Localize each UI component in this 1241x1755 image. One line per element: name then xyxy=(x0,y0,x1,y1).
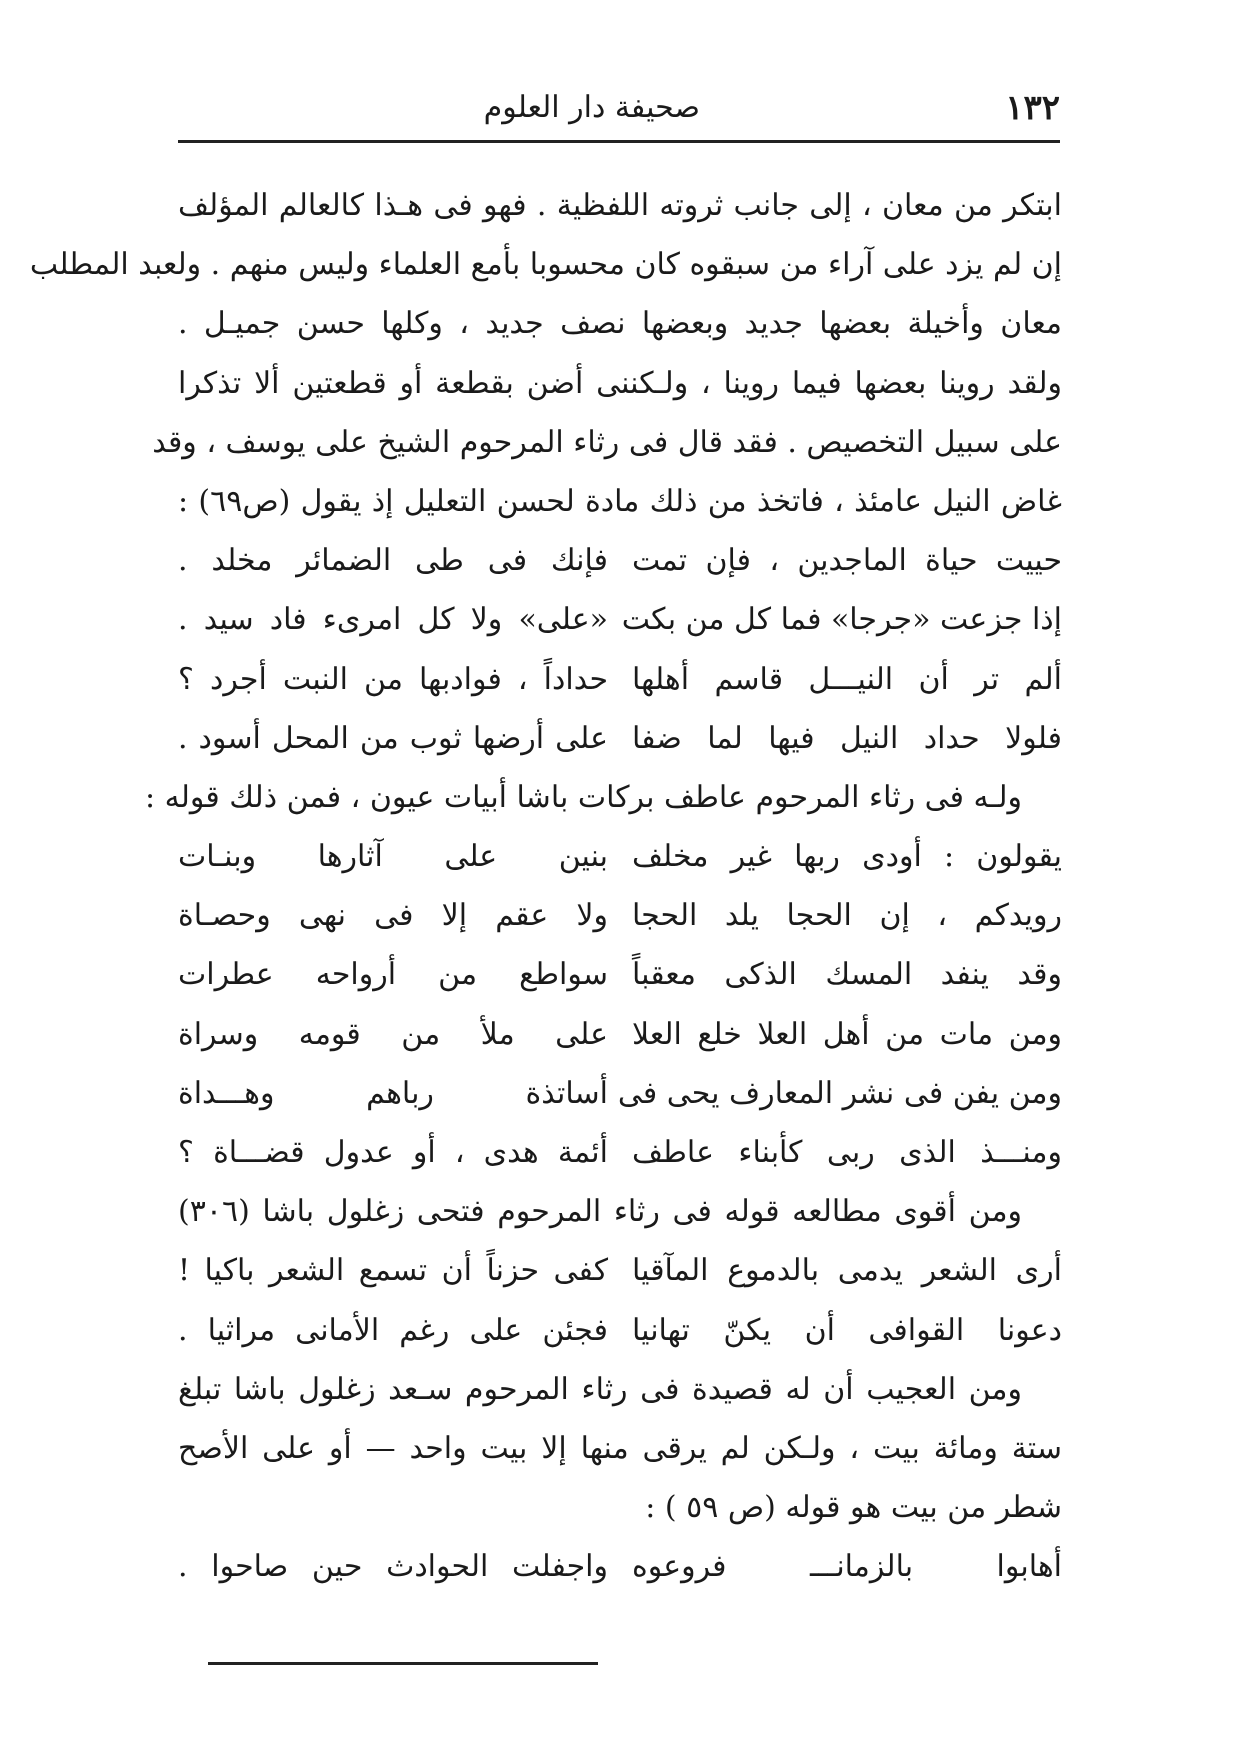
verse-first-hemistich: فلولا حداد النيل فيها لما ضفا xyxy=(632,720,1062,756)
verse-second-hemistich: على أرضها ثوب من المحل أسود . xyxy=(178,720,608,756)
poem-verse xyxy=(178,1064,1062,1123)
prose-line: ومن أقوى مطالعه قوله فى رثاء المرحوم فتحى زغلول باشا (٣٠٦) xyxy=(178,1194,1022,1230)
verse-second-hemistich: أساتذة رباهم وهـــداة xyxy=(178,1075,608,1111)
poem-verse xyxy=(178,886,1062,945)
prose-line: معان وأخيلة بعضها جديد وبعضها نصف جديد ، وكلها حسن جميـل . xyxy=(178,306,1062,342)
verse-first-hemistich: دعونا القوافى أن يكنّ تهانيا xyxy=(632,1312,1062,1348)
verse-second-hemistich: فجئن على رغم الأمانى مراثيا . xyxy=(178,1312,608,1348)
verse-first-hemistich: إذا جزعت «جرجا» فما كل من بكت xyxy=(621,602,1062,638)
verse-second-hemistich: أئمة هدى ، أو عدول قضـــاة ؟ xyxy=(178,1135,608,1170)
page-body xyxy=(29,176,1062,1597)
verse-second-hemistich: فإنك فى طى الضمائر مخلد . xyxy=(178,543,608,579)
poem-verse xyxy=(178,1537,1062,1596)
verse-first-hemistich: رويدكم ، إن الحجا يلد الحجا xyxy=(632,898,1062,934)
verse-first-hemistich: ألم تر أن النيـــل قاسم أهلها xyxy=(632,661,1062,697)
prose-line: ومن العجيب أن له قصيدة فى رثاء المرحوم سـعد زغلول باشا تبلغ xyxy=(178,1371,1022,1407)
page-header xyxy=(180,84,1060,144)
prose-line: إن لم يزد على آراء من سبقوه كان محسوبا بأمع العلماء وليس منهم . ولعبد المطلب xyxy=(29,247,1062,283)
verse-second-hemistich: سواطع من أرواحه عطرات xyxy=(178,957,608,993)
verse-second-hemistich: كفى حزناً أن تسمع الشعر باكيا ! xyxy=(178,1253,608,1289)
prose-line: ستة ومائة بيت ، ولـكن لم يرقى منها إلا بيت واحد — أو على الأصح xyxy=(178,1430,1062,1466)
verse-first-hemistich: أهابوا بالزمانـــ فروعوه xyxy=(632,1549,1062,1585)
journal-title: صحيفة دار العلوم xyxy=(483,90,700,125)
poem-verse xyxy=(178,1123,1062,1182)
prose-line: ولقد روينا بعضها فيما روينا ، ولـكننى أضن بقطعة أو قطعتين ألا تذكرا xyxy=(178,365,1062,401)
prose-line: ولـه فى رثاء المرحوم عاطف بركات باشا أبيات عيون ، فمن ذلك قوله : xyxy=(145,779,1022,815)
verse-first-hemistich: حييت حياة الماجدين ، فإن تمت xyxy=(632,543,1062,579)
poem-verse xyxy=(178,1005,1062,1064)
verse-first-hemistich: ومن يفن فى نشر المعارف يحى فى xyxy=(617,1075,1062,1111)
poem-verse xyxy=(178,1301,1062,1360)
verse-second-hemistich: حداداً ، فوادبها من النبت أجرد ؟ xyxy=(178,661,608,697)
prose-line: غاض النيل عامئذ ، فاتخذ من ذلك مادة لحسن التعليل إذ يقول (ص٦٩) : xyxy=(178,483,1062,519)
poem-verse xyxy=(178,827,1062,886)
prose-line: شطر من بيت هو قوله (ص ٥٩ ) : xyxy=(645,1490,1062,1526)
poem-verse xyxy=(178,531,1062,590)
verse-second-hemistich: واجفلت الحوادث حين صاحوا . xyxy=(178,1549,608,1585)
page-number: ١٣٢ xyxy=(1005,88,1060,128)
verse-second-hemistich: على ملأ من قومه وسراة xyxy=(178,1016,608,1052)
verse-first-hemistich: وقد ينفد المسك الذكى معقباً xyxy=(632,957,1062,993)
verse-first-hemistich: يقولون : أودى ربها غير مخلف xyxy=(632,839,1062,875)
verse-second-hemistich: «على» ولا كل امرىء فاد سيد . xyxy=(178,602,608,638)
poem-verse xyxy=(178,650,1062,709)
footer-rule xyxy=(208,1662,598,1665)
verse-second-hemistich: بنين على آثارها وبنـات xyxy=(178,839,608,875)
poem-verse xyxy=(178,945,1062,1004)
poem-verse xyxy=(178,590,1062,649)
prose-line: ابتكر من معان ، إلى جانب ثروته اللفظية . فهو فى هـذا كالعالم المؤلف xyxy=(178,188,1062,223)
poem-verse xyxy=(178,709,1062,768)
header-rule xyxy=(178,140,1060,143)
verse-first-hemistich: أرى الشعر يدمى بالدموع المآقيا xyxy=(632,1253,1062,1289)
prose-line: على سبيل التخصيص . فقد قال فى رثاء المرحوم الشيخ على يوسف ، وقد xyxy=(152,424,1062,460)
verse-first-hemistich: ومن مات من أهل العلا خلع العلا xyxy=(632,1016,1062,1052)
verse-second-hemistich: ولا عقم إلا فى نهى وحصـاة xyxy=(178,898,608,934)
poem-verse xyxy=(178,1241,1062,1300)
verse-first-hemistich: ومنـــذ الذى ربى كأبناء عاطف xyxy=(632,1135,1062,1170)
